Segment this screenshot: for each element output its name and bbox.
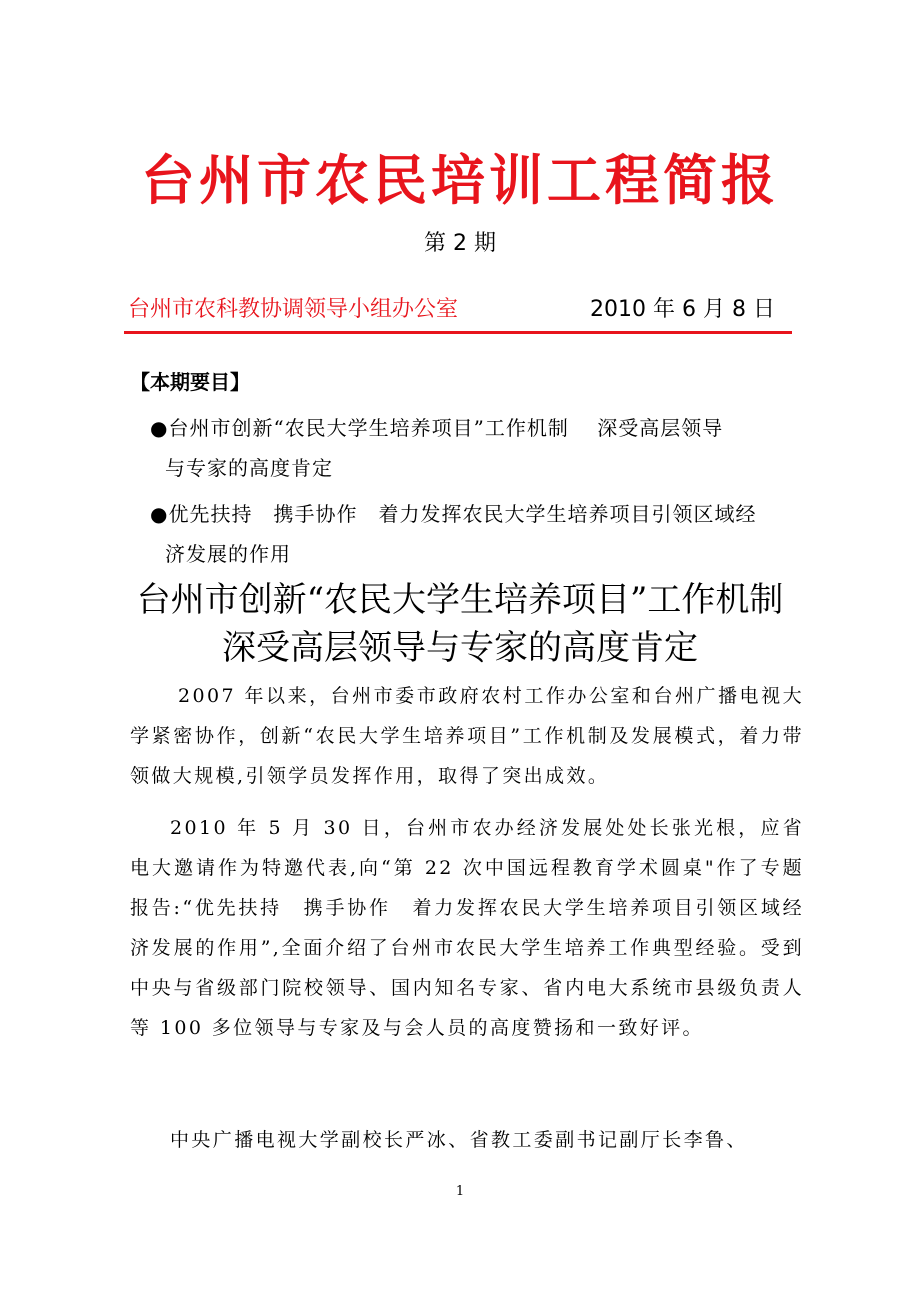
newsletter-title: 台州市农民培训工程简报	[141, 148, 779, 212]
article-title	[0, 576, 920, 672]
publication-date: 2010 年 6 月 8 日	[590, 297, 775, 322]
publisher: 台州市农科教协调领导小组办公室	[128, 297, 459, 322]
article-title-line: 台州市创新“农民大学生培养项目”工作机制	[136, 580, 784, 620]
article-paragraph: 中央广播电视大学副校长严冰、省教工委副书记副厅长李鲁、	[170, 1129, 748, 1151]
toc-item-line: 济发展的作用	[165, 542, 291, 566]
toc-item-line: ●台州市创新“农民大学生培养项目”工作机制 深受高层领导	[150, 416, 724, 440]
article-paragraph: 2010 年 5 月 30 日，台州市农办经济发展处处长张光根，应省电大邀请作为特邀代表,向“第 22 次中国远程教育学术圆桌"作了专题报告:“优先扶持 携手协作 着力发挥农民大学生培养项目引领区域经济发展的作用”,全面介绍了台州市农民大学生培养工作典型经验。受到中央与省级部门院校领导、国内知名专家、省内电大系统市县级负责人等 100 多位领导与专家及与会人员的高度赞扬和一致好评。	[130, 817, 804, 1039]
toc-item	[150, 494, 830, 574]
article-paragraph: 2007 年以来，台州市委市政府农村工作办公室和台州广播电视大学紧密协作，创新“农民大学生培养项目”工作机制及发展模式，着力带领做大规模,引领学员发挥作用，取得了突出成效。	[130, 685, 804, 787]
toc-heading: 【本期要目】	[130, 370, 250, 394]
issue-number: 第 2 期	[424, 231, 496, 256]
page-number: 1	[455, 1184, 465, 1199]
publication-info	[128, 292, 792, 326]
toc-item	[150, 408, 830, 488]
article-title-line: 深受高层领导与专家的高度肯定	[222, 628, 698, 668]
toc-item-line: ●优先扶持 携手协作 着力发挥农民大学生培养项目引领区域经	[150, 502, 757, 526]
header-divider	[124, 331, 792, 334]
toc-item-line: 与专家的高度肯定	[165, 456, 333, 480]
